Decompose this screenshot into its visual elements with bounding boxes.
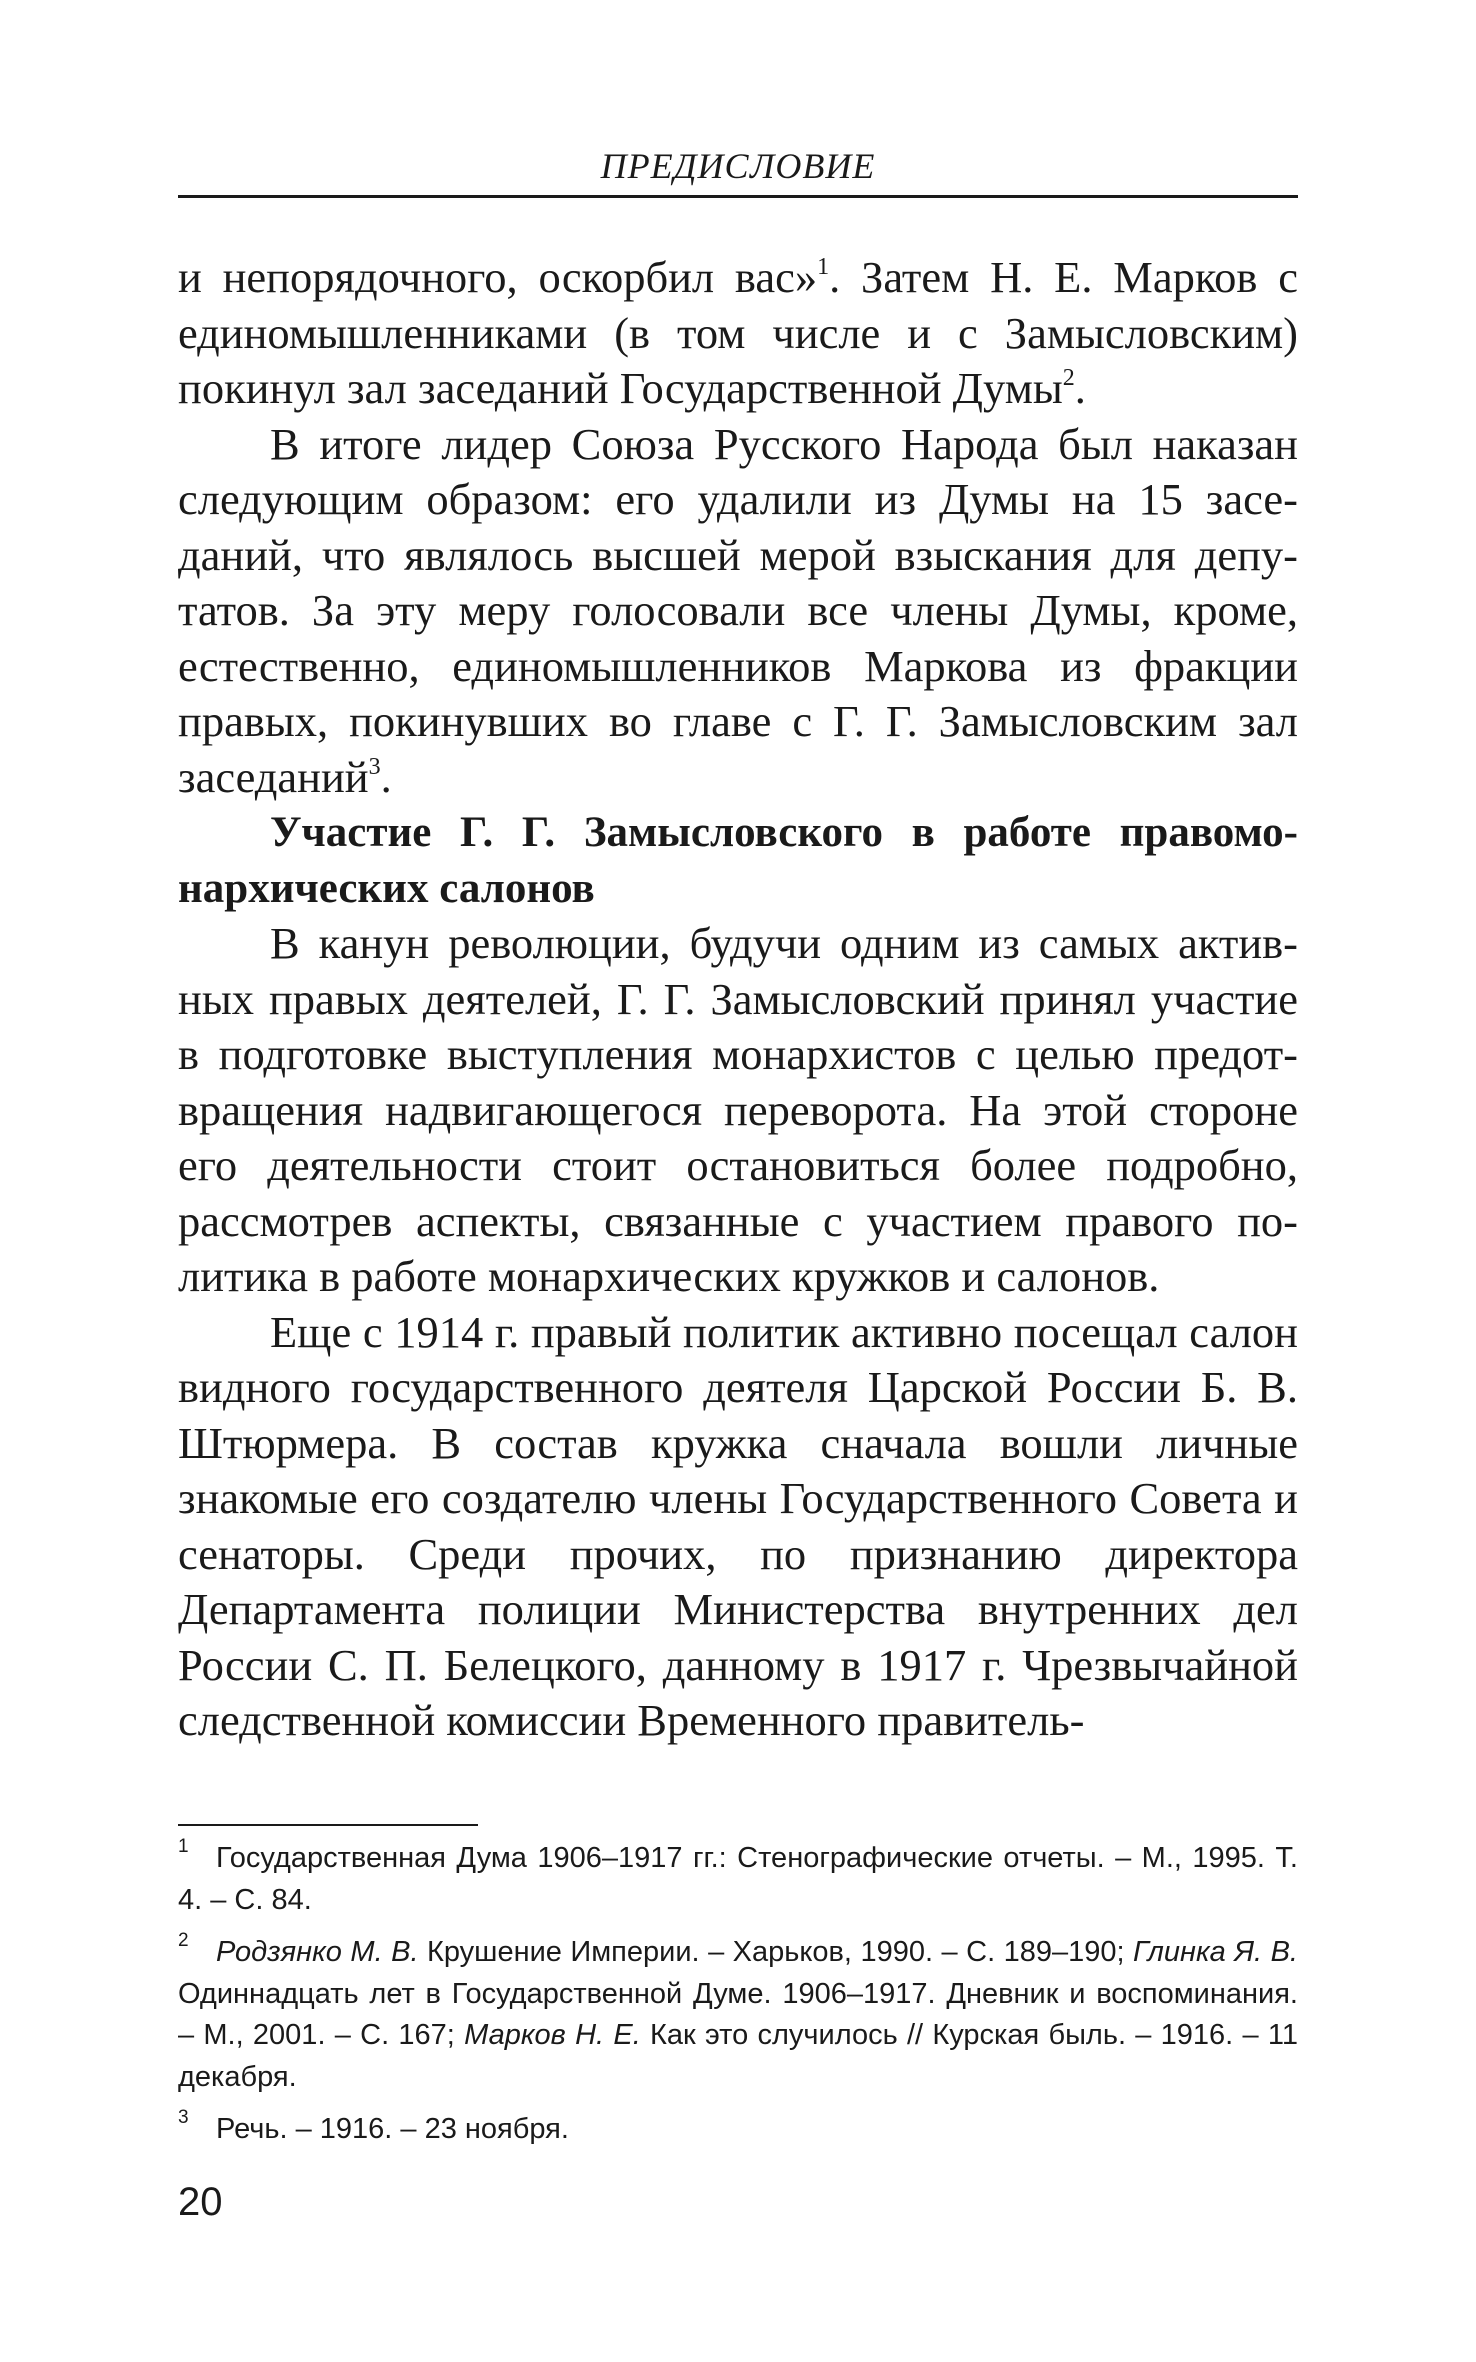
footnote-rule — [178, 1824, 478, 1826]
footnote-text: Одиннадцать лет в Государственной Думе. 1906–1917. Дневник и воспоминания. – М., 2001. – С. 167; — [178, 1977, 1298, 2051]
paragraph-2-part-b: . — [380, 751, 392, 802]
section-heading: Участие Г. Г. Замысловского в работе правомонархических салонов — [178, 809, 1298, 912]
footnote-text: Государственная Дума 1906–1917 гг.: Стенографические отчеты. – М., 1995. Т. 4. – С. 84. — [178, 1842, 1298, 1916]
page-number: 20 — [178, 2180, 223, 2224]
footnote-text: Крушение Империи. – Харьков, 1990. – С. 189–190; — [418, 1936, 1134, 1968]
header-rule — [178, 195, 1298, 198]
footnote-ref-2: 2 — [1062, 365, 1075, 392]
footnote-ref-3: 3 — [368, 753, 381, 780]
footnote-author: Родзянко М. В. — [216, 1936, 419, 1968]
running-head: ПРЕДИСЛОВИЕ — [600, 146, 876, 186]
footnote-author: Глинка Я. В. — [1133, 1936, 1298, 1968]
paragraph-1-part-b: . Затем Н. Е. Марков с единомышленниками (в том числе и с Замысловским) покинул зал заседаний Государственной Думы — [178, 252, 1298, 413]
footnote-ref-1: 1 — [817, 254, 830, 281]
paragraph-2 — [178, 417, 1298, 806]
footnotes — [178, 1838, 1298, 2162]
footnote-author: Марков Н. Е. — [464, 2019, 641, 2051]
footnote-3: 3 Речь. – 1916. – 23 ноября. — [178, 2107, 569, 2145]
paragraph-1 — [178, 250, 1298, 417]
body-text — [178, 250, 1298, 1749]
paragraph-1-part-a: и непорядочного, оскорбил вас» — [178, 252, 818, 302]
footnote-text: Как это случилось // Курская быль. – 1916. – 11 декабря. — [178, 2019, 1298, 2093]
paragraph-3: В канун революции, будучи одним из самых активных правых деятелей, Г. Г. Замысловский принял участие в подготовке выступления монархистов с целью предотвращения надвигающегося переворота. На этой стороне его деятельности стоит остановиться более подробно, рассмотрев аспекты, связанные с участием правого политика в работе монархических кружков и салонов. — [178, 918, 1298, 1301]
footnote-text: Речь. – 1916. – 23 ноября. — [216, 2113, 569, 2145]
paragraph-2-part-a: В итоге лидер Союза Русского Народа был наказан следующим образом: его удалили из Думы на 15 заседаний, что являлось высшей мерой взыскания для депутатов. За эту меру голосовали все члены Думы, кроме, естественно, единомышленников Маркова из фракции правых, покинувших во главе с Г. Г. Замысловским зал заседаний — [178, 418, 1298, 802]
book-page — [178, 0, 1298, 2362]
paragraph-4: Еще с 1914 г. правый политик активно посещал салон видного государственного деятеля Царской России Б. В. Штюрмера. В состав кружка сначала вошли личные знакомые его создателю члены Государственного Совета и сенаторы. Среди прочих, по признанию директора Департамента полиции Министерства внутренних дел России С. П. Белецкого, данному в 1917 г. Чрезвычайной следственной комиссии Временного правитель- — [178, 1306, 1298, 1745]
paragraph-1-part-c: . — [1074, 363, 1086, 413]
footnote-2: 2 Родзянко М. В. Крушение Империи. – Харьков, 1990. – С. 189–190; Глинка Я. В. Одиннадцать лет в Государственной Думе. 1906–1917. Дневник и воспоминания. – М., 2001. – С. 167; Марков Н. Е. Как это случилось // Курская быль. – 1916. – 11 декабря. — [178, 1930, 1298, 2093]
footnote-1: 1 Государственная Дума 1906–1917 гг.: Стенографические отчеты. – М., 1995. Т. 4. – С. 84. — [178, 1836, 1298, 1916]
